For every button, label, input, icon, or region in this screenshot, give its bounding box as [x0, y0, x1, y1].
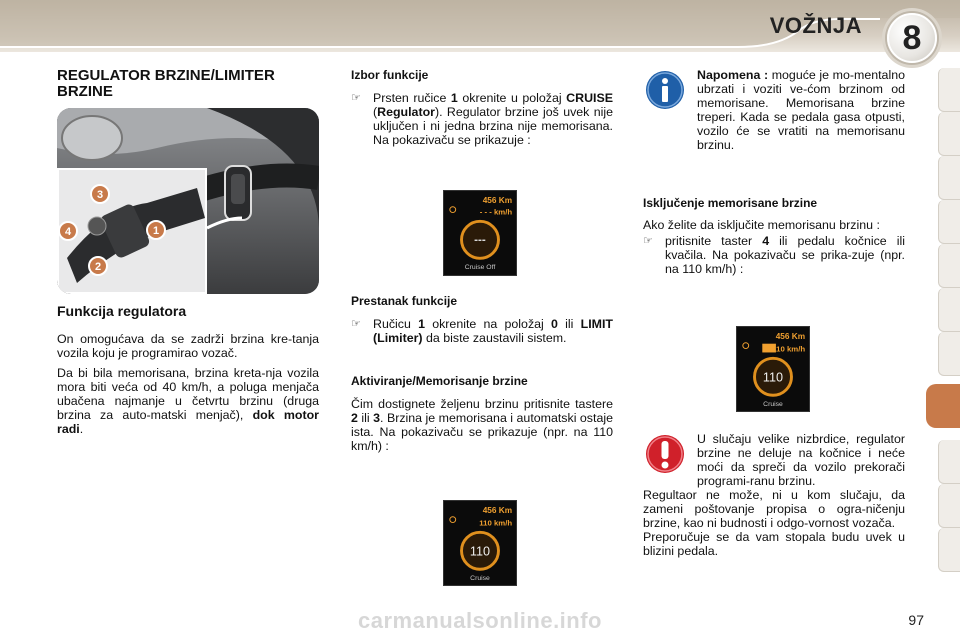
chapter-title: VOŽNJA — [769, 13, 862, 38]
left-column — [57, 68, 319, 100]
section-heading: Prestanak funkcije — [351, 294, 458, 308]
chapter-tabs — [930, 68, 960, 576]
paragraph: On omogućava da se zadrži brzina kre-tanja vozila koju je programirao vozač. — [57, 332, 319, 360]
chapter-tab[interactable] — [938, 288, 960, 332]
svg-text:456 Km: 456 Km — [775, 331, 806, 341]
paragraph: Ako želite da isključite memorisanu brzinu : — [643, 218, 880, 232]
section-heading: Isključenje memorisane brzine — [643, 196, 818, 210]
svg-text:---: --- — [474, 233, 486, 247]
chapter-tab[interactable] — [938, 440, 960, 484]
paragraph: Preporučuje se da vam stopala budu uvek u blizini pedala. — [643, 530, 905, 558]
chapter-tab[interactable] — [938, 156, 960, 200]
paragraph: Čim dostignete željenu brzinu pritisnite tastere 2 ili 3. Brzina je memorisana i automatski ostaje ista. Na pokazivaču se prikazuje (npr. na 110 km/h) : — [351, 397, 613, 453]
svg-text:- - - km/h: - - - km/h — [479, 207, 513, 217]
chapter-tab-active[interactable] — [926, 384, 960, 428]
bullet-item: ☞ pritisnite taster 4 ili pedalu kočnice ili kvačila. Na pokazivaču se prika-zuje (npr. na 110 km/h) : — [643, 234, 905, 276]
svg-text:110 km/h: 110 km/h — [772, 344, 806, 354]
pointing-hand-icon: ☞ — [351, 318, 361, 330]
middle-column-3 — [351, 374, 613, 459]
warning-paragraph: U slučaju velike nizbrdice, regulator brzine ne deluje na kočnice i neće moći da spreči da vozilo prekorači programi-ranu brzinu. — [697, 432, 905, 488]
pointing-hand-icon: ☞ — [643, 235, 653, 247]
svg-text:110: 110 — [469, 544, 491, 559]
chapter-tab[interactable] — [938, 112, 960, 156]
middle-column — [351, 68, 613, 151]
note-paragraph: Napomena : moguće je mo-mentalno ubrzati i voziti ve-ćom brzinom od memorisane. Memorisana brzine treperi. Kada se pedala gasa otpusti, vozilo će se vratiti na memorisanu brzinu. — [697, 68, 905, 152]
page-number: 97 — [908, 612, 924, 628]
chapter-tab[interactable] — [938, 68, 960, 112]
paragraph: Regultaor ne može, ni u kom slučaju, da zameni poštovanje propisa o ogra-ničenju brzine, kao ni budnosti i odgo-vornost vozača. — [643, 488, 905, 530]
section-heading: Aktiviranje/Memorisanje brzine — [351, 374, 528, 388]
chapter-tab[interactable] — [938, 244, 960, 288]
cluster-display-cruise — [443, 500, 517, 586]
right-column — [643, 68, 905, 152]
cluster-display-cruise-2 — [736, 326, 810, 412]
svg-text:Cruise: Cruise — [470, 574, 490, 582]
paragraph: Da bi bila memorisana, brzina kreta-nja vozila mora biti veća od 40 km/h, a poluga menjača ubačena najmanje u četvrtu brzinu (druga brzina za auto-matski menjač), dok motor radi. — [57, 366, 320, 436]
svg-text:Cruise Off: Cruise Off — [464, 264, 496, 271]
chapter-tab[interactable] — [938, 484, 960, 528]
section-title: REGULATOR BRZINE/LIMITER BRZINE — [57, 67, 275, 100]
svg-text:Cruise: Cruise — [763, 400, 783, 408]
watermark: carmanualsonline.info — [358, 608, 602, 633]
cluster-display-cruise-off — [443, 190, 517, 276]
cruise-lever-photo — [57, 108, 319, 294]
left-column-body — [57, 304, 319, 442]
section-heading: Izbor funkcije — [351, 68, 429, 82]
chapter-tab[interactable] — [938, 200, 960, 244]
svg-text:456 Km: 456 Km — [482, 195, 513, 205]
middle-column-2 — [351, 294, 613, 349]
pointing-hand-icon: ☞ — [351, 92, 361, 104]
svg-text:456 Km: 456 Km — [482, 505, 513, 515]
subtitle: Funkcija regulatora — [57, 303, 187, 319]
bullet-item: ☞ Prsten ručice 1 okrenite u položaj CRUISE (Regulator). Regulator brzine još uvek nije uključen i ni jedna brzina nije memorisana. Na pokazivaču se prikazuje : — [351, 91, 613, 147]
svg-text:1: 1 — [152, 225, 160, 237]
svg-text:2: 2 — [94, 261, 102, 273]
bullet-item: ☞ Ručicu 1 okrenite na položaj 0 ili LIMIT (Limiter) da biste zaustavili sistem. — [351, 317, 613, 345]
chapter-badge — [882, 8, 942, 68]
svg-text:3: 3 — [96, 189, 104, 201]
chapter-tab[interactable] — [938, 528, 960, 572]
chapter-tab[interactable] — [938, 332, 960, 376]
chapter-number: 8 — [887, 13, 937, 63]
right-column-2 — [643, 196, 905, 280]
svg-text:4: 4 — [64, 226, 72, 238]
right-column-3 — [643, 432, 905, 564]
svg-text:110 km/h: 110 km/h — [479, 518, 513, 528]
svg-text:110: 110 — [762, 370, 784, 385]
